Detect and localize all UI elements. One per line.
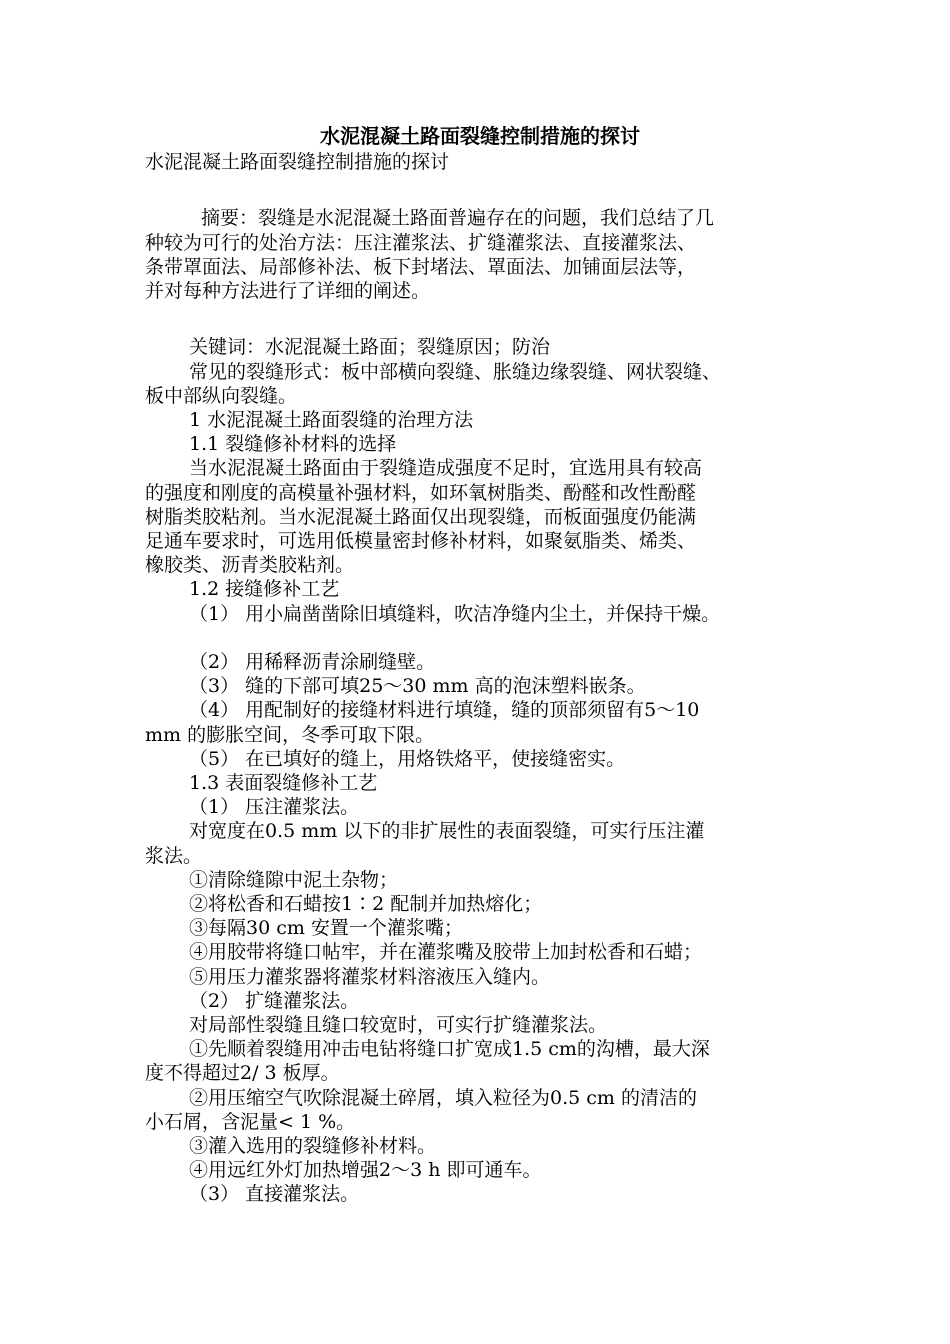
step-item-continued: 度不得超过2/ 3 板厚。 bbox=[145, 1062, 340, 1085]
step-item: ②用压缩空气吹除混凝土碎屑，填入粒径为0.5 cm 的清洁的 bbox=[189, 1086, 697, 1109]
step-item: ③每隔30 cm 安置一个灌浆嘴； bbox=[189, 917, 463, 940]
blank-line bbox=[145, 303, 815, 327]
abstract-line: 条带罩面法、局部修补法、板下封堵法、罩面法、加铺面层法等， bbox=[145, 255, 697, 278]
subsection-heading: 1.1 裂缝修补材料的选择 bbox=[189, 433, 397, 456]
spacer bbox=[145, 327, 815, 335]
paragraph-line: 橡胶类、沥青类胶粘剂。 bbox=[145, 554, 355, 577]
list-item: （4） 用配制好的接缝材料进行填缝，缝的顶部须留有5～10 bbox=[189, 699, 700, 722]
step-item: ③灌入选用的裂缝修补材料。 bbox=[189, 1135, 437, 1158]
subsection-heading: 1.2 接缝修补工艺 bbox=[189, 578, 340, 601]
list-item: （2） 用稀释沥青涂刷缝壁。 bbox=[189, 651, 436, 674]
step-item: ②将松香和石蜡按1∶2 配制并加热熔化； bbox=[189, 893, 543, 916]
step-item: ④用远红外灯加热增强2～3 h 即可通车。 bbox=[189, 1159, 542, 1182]
section-heading: 1 水泥混凝土路面裂缝的治理方法 bbox=[189, 409, 474, 431]
abstract-line: 并对每种方法进行了详细的阐述。 bbox=[145, 280, 431, 302]
paragraph-line: 常见的裂缝形式：板中部横向裂缝、胀缝边缘裂缝、网状裂缝、 bbox=[189, 360, 722, 383]
step-item: ①先顺着裂缝用冲击电钻将缝口扩宽成1.5 cm的沟槽，最大深 bbox=[189, 1038, 710, 1061]
step-item: ⑤用压力灌浆器将灌浆材料溶液压入缝内。 bbox=[189, 965, 551, 988]
spacer bbox=[145, 198, 815, 206]
paragraph-line: 的强度和刚度的高模量补强材料，如环氧树脂类、酚醛和改性酚醛 bbox=[145, 481, 697, 504]
list-item: （3） 直接灌浆法。 bbox=[189, 1183, 360, 1206]
paragraph-line: 当水泥混凝土路面由于裂缝造成强度不足时，宜选用具有较高 bbox=[189, 457, 703, 480]
paragraph-line: 对宽度在0.5 mm 以下的非扩展性的表面裂缝，可实行压注灌 bbox=[189, 820, 705, 843]
paragraph-line: 板中部纵向裂缝。 bbox=[145, 384, 298, 407]
step-item: ①清除缝隙中泥土杂物； bbox=[189, 868, 399, 891]
list-item: （5） 在已填好的缝上，用烙铁烙平，使接缝密实。 bbox=[189, 747, 626, 770]
paragraph-line: 树脂类胶粘剂。当水泥混凝土路面仅出现裂缝，而板面强度仍能满 bbox=[145, 505, 697, 528]
blank-line bbox=[145, 174, 815, 198]
subsection-heading: 1.3 表面裂缝修补工艺 bbox=[189, 772, 378, 795]
paragraph-line: 对局部性裂缝且缝口较宽时，可实行扩缝灌浆法。 bbox=[189, 1014, 608, 1037]
paragraph-line: 浆法。 bbox=[145, 844, 203, 867]
list-item: （3） 缝的下部可填25～30 mm 高的泡沫塑料嵌条。 bbox=[189, 675, 646, 698]
document-page bbox=[145, 122, 815, 1207]
list-item: （2） 扩缝灌浆法。 bbox=[189, 989, 360, 1012]
step-item: ④用胶带将缝口帖牢，并在灌浆嘴及胶带上加封松香和石蜡； bbox=[189, 941, 703, 964]
abstract-line: 摘要：裂缝是水泥混凝土路面普遍存在的问题，我们总结了几 bbox=[201, 207, 715, 230]
paragraph-line: 足通车要求时，可选用低模量密封修补材料，如聚氨脂类、烯类、 bbox=[145, 530, 697, 553]
list-item-continued: mm 的膨胀空间，冬季可取下限。 bbox=[145, 723, 435, 746]
list-item: （1） 用小扁凿凿除旧填缝料，吹洁净缝内尘土，并保持干燥。 bbox=[189, 602, 721, 625]
keywords-line: 关键词：水泥混凝土路面；裂缝原因；防治 bbox=[189, 336, 551, 359]
blank-line bbox=[145, 626, 815, 650]
subtitle-line: 水泥混凝土路面裂缝控制措施的探讨 bbox=[145, 151, 450, 173]
list-item: （1） 压注灌浆法。 bbox=[189, 796, 360, 819]
abstract-line: 种较为可行的处治方法：压注灌浆法、扩缝灌浆法、直接灌浆法、 bbox=[145, 231, 697, 254]
document-title: 水泥混凝土路面裂缝控制措施的探讨 bbox=[320, 124, 640, 148]
step-item-continued: 小石屑，含泥量< 1 %。 bbox=[145, 1110, 356, 1133]
